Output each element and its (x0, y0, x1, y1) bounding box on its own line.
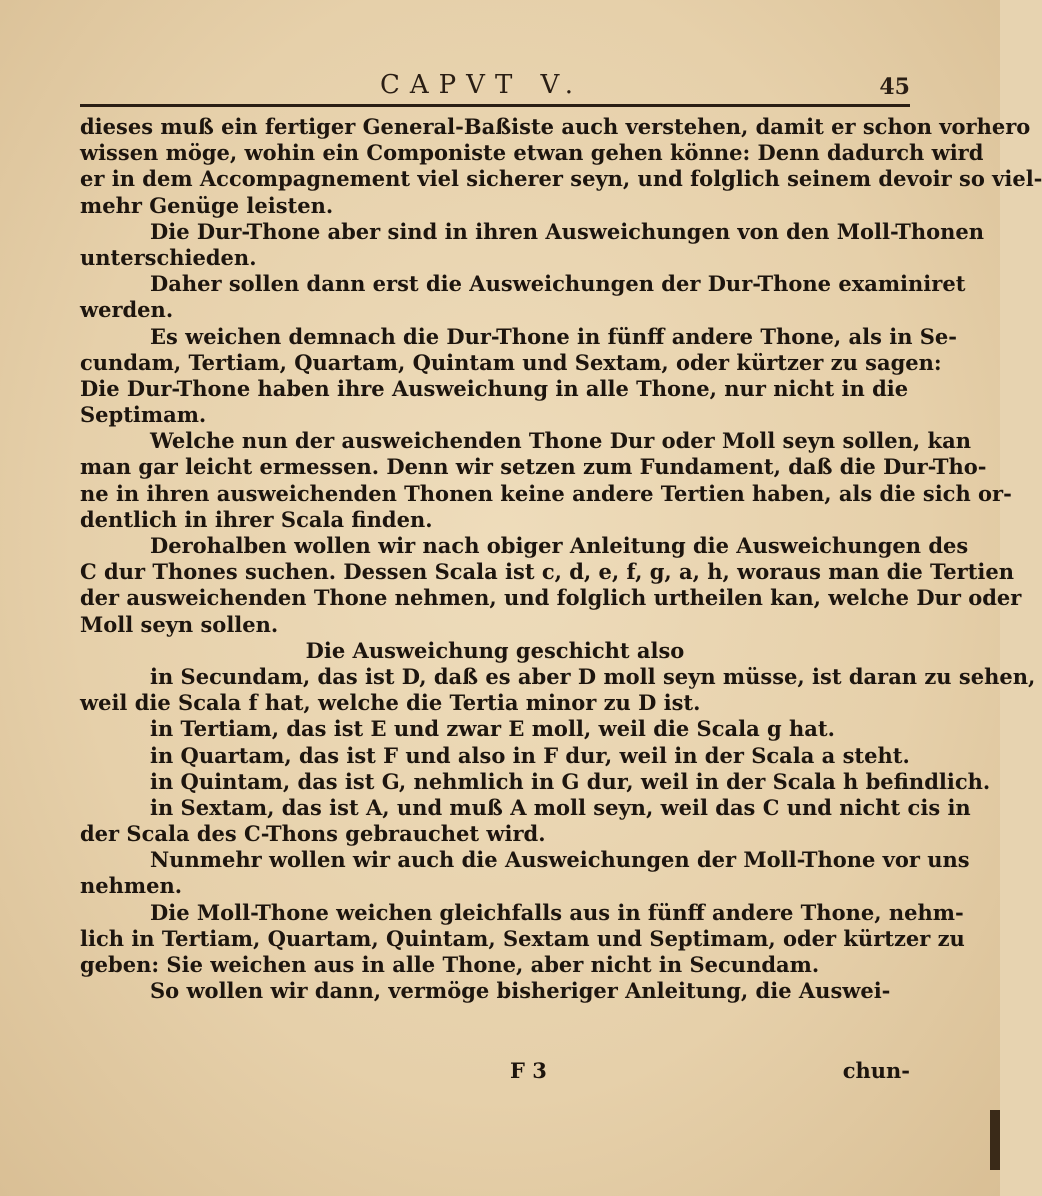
body-text (80, 114, 1042, 1004)
text-line: Moll seyn sollen. (80, 611, 279, 637)
chapter-title: CAPVT V. (380, 70, 584, 100)
text-line: in Tertiam, das ist E und zwar E moll, weil die Scala g hat. (150, 716, 835, 742)
text-line: So wollen wir dann, vermöge bisheriger Anleitung, die Auswei- (150, 978, 891, 1004)
catchword: chun- (842, 1058, 910, 1083)
text-line: Daher sollen dann erst die Ausweichungen der Dur-Thone examiniret (150, 271, 966, 297)
text-line: dieses muß ein fertiger General-Baßiste auch verstehen, damit er schon vorhero (80, 114, 1031, 139)
text-line: dentlich in ihrer Scala finden. (80, 506, 433, 532)
page-footer (80, 1058, 910, 1088)
text-line: der Scala des C-Thons gebrauchet wird. (80, 821, 546, 847)
text-line: Die Ausweichung geschicht also (305, 637, 685, 663)
text-line: nehmen. (80, 873, 183, 899)
text-line: Es weichen demnach die Dur-Thone in fünff andere Thone, als in Se- (150, 323, 958, 349)
text-line: unterschieden. (80, 244, 257, 270)
text-line: Septimam. (80, 402, 207, 428)
text-line: ne in ihren ausweichenden Thonen keine andere Tertien haben, als die sich or- (80, 480, 1012, 506)
text-line: Die Dur-Thone haben ihre Ausweichung in alle Thone, nur nicht in die (80, 375, 909, 401)
text-line: geben: Sie weichen aus in alle Thone, aber nicht in Secundam. (80, 952, 820, 977)
text-line: in Sextam, das ist A, und muß A moll seyn, weil das C und nicht cis in (150, 794, 971, 820)
text-line: in Quartam, das ist F und also in F dur, weil in der Scala a steht. (150, 742, 910, 768)
text-line: mehr Genüge leisten. (80, 192, 334, 218)
text-line: der ausweichenden Thone nehmen, und folglich urtheilen kan, welche Dur oder (80, 585, 1022, 611)
text-line: Nunmehr wollen wir auch die Ausweichungen der Moll-Thone vor uns (150, 847, 970, 873)
text-line: er in dem Accompagnement viel sicherer seyn, und folglich seinem devoir so viel- (80, 166, 1042, 192)
text-line: wissen möge, wohin ein Componiste etwan gehen könne: Denn dadurch wird (80, 140, 984, 166)
text-line: lich in Tertiam, Quartam, Quintam, Sextam und Septimam, oder kürtzer zu (80, 925, 965, 951)
text-line: werden. (80, 297, 174, 323)
text-line: in Quintam, das ist G, nehmlich in G dur, weil in der Scala h befindlich. (150, 768, 991, 794)
running-header (80, 62, 910, 102)
text-line: weil die Scala f hat, welche die Tertia minor zu D ist. (80, 690, 701, 716)
text-line: Welche nun der ausweichenden Thone Dur oder Moll seyn sollen, kan (150, 428, 971, 454)
text-line: Die Dur-Thone aber sind in ihren Ausweichungen von den Moll-Thonen (150, 218, 985, 244)
text-line: cundam, Tertiam, Quartam, Quintam und Sextam, oder kürtzer zu sagen: (80, 349, 942, 375)
text-line: in Secundam, das ist D, daß es aber D moll seyn müsse, ist daran zu sehen, (150, 663, 1036, 689)
page-number: 45 (879, 74, 910, 100)
signature-mark: F 3 (510, 1058, 547, 1083)
header-rule (80, 104, 910, 107)
text-line: man gar leicht ermessen. Denn wir setzen zum Fundament, daß die Dur-Tho- (80, 454, 987, 480)
page-edge-shadow (990, 1110, 1000, 1170)
text-line: Die Moll-Thone weichen gleichfalls aus in fünff andere Thone, nehm- (150, 899, 964, 925)
text-line: C dur Thones suchen. Dessen Scala ist c, d, e, f, g, a, h, woraus man die Tertien (80, 559, 1014, 585)
text-line: Derohalben wollen wir nach obiger Anleitung die Ausweichungen des (150, 533, 969, 558)
